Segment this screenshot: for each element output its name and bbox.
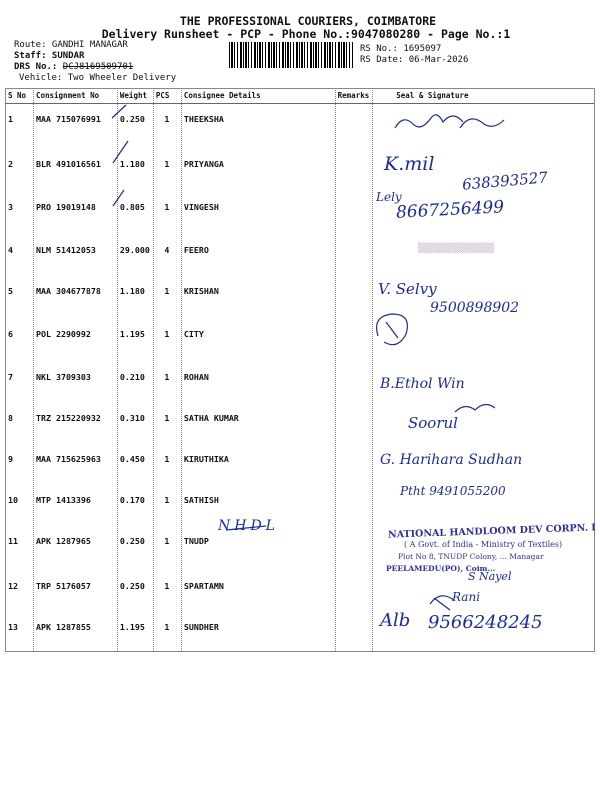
sig-row12: S Nayel: [468, 570, 512, 583]
cell-pcs: 1: [164, 412, 170, 423]
cell-pcs: 1: [164, 158, 170, 169]
tick-mark: [113, 141, 128, 163]
signature-row1: [395, 115, 504, 128]
sig-row7: B.Ethol Win: [380, 376, 465, 392]
sig-row5-phone: 9500898902: [430, 300, 520, 316]
col-sno: S No: [5, 88, 33, 104]
sig-row13-phone: 9566248245: [428, 612, 543, 633]
cell-pcs: 4: [164, 244, 170, 255]
stamp-line2: ( A Govt. of India - Ministry of Textiles): [404, 540, 563, 549]
runsheet-subtitle: Delivery Runsheet - PCP - Phone No.:9047080280 - Page No.:1: [101, 27, 511, 41]
cell-sno: 13: [8, 621, 18, 632]
cell-weight: 0.310: [119, 412, 145, 423]
staff-label: Staff: SUNDAR: [14, 51, 85, 61]
drs-label: DRS No.:: [14, 62, 58, 72]
cell-consignee: FEERO: [183, 244, 209, 255]
cell-consignee: TNUDP: [183, 535, 209, 546]
cell-pcs: 1: [164, 621, 170, 632]
cell-consignment: APK 1287965: [35, 535, 91, 546]
cell-weight: 0.805: [119, 201, 145, 212]
sig-row5-name: V. Selvy: [378, 280, 437, 298]
stamp-line3: Plot No 8, TNUDP Colony, ... Managar: [398, 552, 544, 561]
remark-row11: NHDL: [218, 518, 279, 534]
cell-weight: 0.170: [119, 494, 145, 505]
cell-consignment: NLM 51412053: [35, 244, 96, 255]
cell-sno: 2: [8, 158, 13, 169]
cell-consignment: TRP 5176057: [35, 580, 91, 591]
cell-consignment: MTP 1413396: [35, 494, 91, 505]
cell-weight: 0.210: [119, 371, 145, 382]
cell-pcs: 1: [164, 371, 170, 382]
cell-consignee: SATHA KUMAR: [183, 412, 239, 423]
vehicle-label: Vehicle: Two Wheeler Delivery: [19, 73, 177, 83]
col-signature: Seal & Signature: [372, 88, 594, 104]
cell-consignee: CITY: [183, 328, 204, 339]
cell-pcs: 1: [164, 453, 170, 464]
sig-row3-phone: 8667256499: [395, 197, 505, 223]
cell-weight: 0.250: [119, 580, 145, 591]
cell-consignee: VINGESH: [183, 201, 219, 212]
cell-pcs: 1: [164, 201, 170, 212]
cell-weight: 0.450: [119, 453, 145, 464]
sig-row12b: Rani: [452, 590, 481, 604]
col-consignment: Consignment No: [33, 88, 117, 104]
col-pcs: PCS: [153, 88, 181, 104]
sig-row13-scribble: Alb: [380, 610, 411, 631]
cell-pcs: 1: [164, 535, 170, 546]
sig-row10: Ptht 9491055200: [400, 484, 506, 498]
route-label: Route: GANDHI MANAGAR: [14, 40, 128, 50]
cell-consignee: KIRUTHIKA: [183, 453, 229, 464]
cell-weight: 1.180: [119, 285, 145, 296]
col-remarks: Remarks: [335, 88, 373, 104]
col-consignee: Consignee Details: [181, 88, 335, 104]
stamp-line4: PEELAMEDU(PO), Coim...: [386, 564, 496, 573]
cell-weight: 1.180: [119, 158, 145, 169]
cell-sno: 1: [8, 114, 13, 124]
sig-row3-name: Lely: [376, 190, 402, 204]
signature-row6: [377, 314, 408, 345]
cell-weight: 1.195: [119, 621, 145, 632]
cell-consignment: NKL 3709303: [35, 371, 91, 382]
cell-pcs: 1: [164, 494, 170, 505]
cell-pcs: 1: [164, 328, 170, 339]
cell-consignee: SPARTAMN: [183, 580, 224, 591]
sig-row9: G. Harihara Sudhan: [380, 452, 523, 468]
cell-consignment: POL 2290992: [35, 328, 91, 339]
cell-sno: 10: [8, 494, 18, 505]
cell-weight: 1.195: [119, 328, 145, 339]
stamp-line1: NATIONAL HANDLOOM DEV CORPN. I: [387, 522, 596, 541]
cell-pcs: 1: [164, 114, 170, 124]
cell-consignment: MAA 715076991: [35, 114, 101, 124]
rs-number: RS No.: 1695097: [360, 44, 442, 54]
sig-row2-name: K.mil: [384, 153, 435, 175]
tick-mark: [112, 105, 126, 118]
cell-sno: 6: [8, 328, 13, 339]
cell-consignment: TRZ 215220932: [35, 412, 101, 423]
cell-pcs: 1: [164, 285, 170, 296]
cell-weight: 0.250: [119, 114, 145, 124]
cell-sno: 8: [8, 412, 13, 423]
cell-consignee: SUNDHER: [183, 621, 219, 632]
faint-stamp-row4: ▒▒▒▒▒▒▒▒▒▒▒: [418, 244, 495, 254]
cell-sno: 4: [8, 244, 13, 255]
cell-sno: 9: [8, 453, 13, 464]
cell-consignment: BLR 491016561: [35, 158, 101, 169]
signature-underline-row8: [455, 404, 495, 412]
rs-date: RS Date: 06-Mar-2026: [360, 55, 469, 65]
cell-consignment: PRO 19019148: [35, 201, 96, 212]
cell-weight: 29.000: [119, 244, 150, 255]
cell-sno: 7: [8, 371, 13, 382]
cell-sno: 12: [8, 580, 18, 591]
cell-consignee: PRIYANGA: [183, 158, 224, 169]
cell-sno: 5: [8, 285, 13, 296]
cell-pcs: 1: [164, 580, 170, 591]
cell-sno: 11: [8, 535, 18, 546]
cell-consignment: APK 1287855: [35, 621, 91, 632]
cell-consignee: THEEKSHA: [183, 114, 224, 124]
tick-mark: [113, 190, 124, 206]
cell-consignee: KRISHAN: [183, 285, 219, 296]
sig-row2-phone: 638393527: [461, 168, 549, 194]
cell-consignee: SATHISH: [183, 494, 219, 505]
cell-consignee: ROHAN: [183, 371, 209, 382]
company-title: THE PROFESSIONAL COURIERS, COIMBATORE: [179, 14, 437, 28]
col-weight: Weight: [117, 88, 153, 104]
cell-consignment: MAA 304677878: [35, 285, 101, 296]
cell-weight: 0.250: [119, 535, 145, 546]
drs-value: DCJ8169509701: [62, 62, 134, 72]
signature-row12: [430, 596, 454, 610]
cell-sno: 3: [8, 201, 13, 212]
cell-consignment: MAA 715625963: [35, 453, 101, 464]
sig-row8: Soorul: [408, 414, 458, 432]
